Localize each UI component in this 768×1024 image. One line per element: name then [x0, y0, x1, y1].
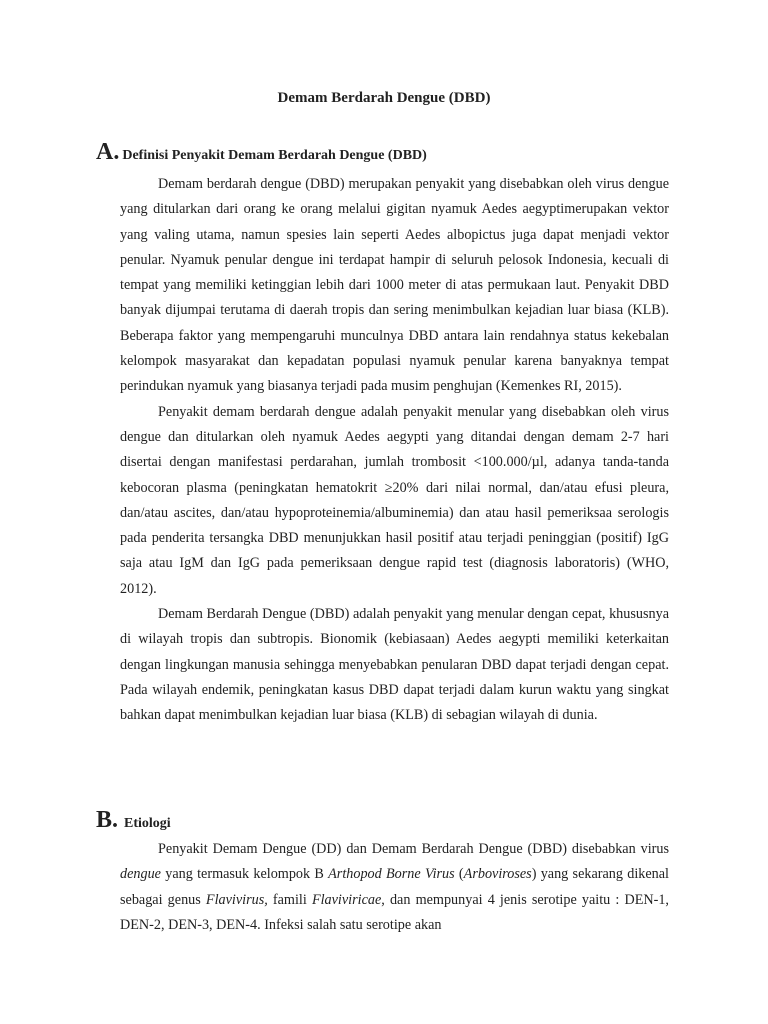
section-a-body [120, 172, 669, 729]
section-a-heading [96, 139, 427, 169]
text-run: , dan mempunyai 4 jenis serotipe yaitu : DEN-1, DEN-2, DEN-3, DEN-4. Infeksi salah satu serotipe akan [120, 891, 669, 933]
section-b-title: Etiologi [124, 816, 171, 831]
section-b-letter: B. [96, 807, 119, 833]
section-b-body [120, 837, 669, 938]
paragraph-etiology-1 [120, 837, 669, 938]
section-a-title: Definisi Penyakit Demam Berdarah Dengue (DBD) [122, 148, 427, 163]
italic-term-flavivirus: Flavivirus, [205, 891, 268, 908]
text-run: ( [454, 866, 464, 883]
paragraph-definition-2: Penyakit demam berdarah dengue adalah penyakit menular yang disebabkan oleh virus dengue dan ditularkan oleh nyamuk Aedes aegypti yang ditandai dengan demam 2-7 hari disertai dengan manifestasi perdarahan, jumlah trombosit <100.000/µl, adanya tanda-tanda kebocoran plasma (peningkatan hematokrit ≥20% dari nilai normal, dan/atau efusi pleura, dan/atau ascites, dan/atau hypoproteinemia/albuminemia) dan atau hasil pemeriksaa serologis pada penderita tersangka DBD menunjukkan hasil positif atau terjadi peninggian (positif) IgG saja atau IgM dan IgG pada pemeriksaan dengue rapid test (diagnosis laboratoris) (WHO, 2012). [120, 403, 669, 597]
text-run: yang termasuk kelompok B [160, 866, 329, 883]
section-b-heading [96, 807, 171, 837]
italic-term-dengue: dengue [120, 866, 161, 883]
text-run: Penyakit Demam Dengue (DD) dan Demam Berdarah Dengue (DBD) disebabkan virus [158, 841, 669, 857]
text-run: ) yang sekarang dikenal sebagai genus [120, 866, 669, 908]
paragraph-definition-3: Demam Berdarah Dengue (DBD) adalah penyakit yang menular dengan cepat, khususnya di wilayah tropis dan subtropis. Bionomik (kebiasaan) Aedes aegypti memiliki keterkaitan dengan lingkungan manusia sehingga menyebabkan penularan DBD dapat terjadi dengan cepat. Pada wilayah endemik, peningkatan kasus DBD dapat terjadi dalam kurun waktu yang singkat bahkan dapat menimbulkan kejadian luar biasa (KLB) di sebagian wilayah di dunia. [120, 606, 669, 724]
italic-term-arthopod: Arthopod Borne Virus [328, 866, 455, 883]
text-run: famili [267, 891, 312, 908]
document-title: Demam Berdarah Dengue (DBD) [277, 90, 491, 106]
paragraph-definition-1: Demam berdarah dengue (DBD) merupakan penyakit yang disebabkan oleh virus dengue yang ditularkan dari orang ke orang melalui gigitan nyamuk Aedes aegyptimerupakan vektor yang valing utama, namun spesies lain seperti Aedes albopictus juga dapat menjadi vektor penular. Nyamuk penular dengue ini terdapat hampir di seluruh pelosok Indonesia, kecuali di tempat yang memiliki ketinggian lebih dari 1000 meter di atas permukaan laut. Penyakit DBD banyak dijumpai terutama di daerah tropis dan sering menimbulkan kejadian luar biasa (KLB). Beberapa faktor yang mempengaruhi munculnya DBD antara lain rendahnya status kekebalan kelompok masyarakat dan kepadatan populasi nyamuk penular karena banyaknya tempat perindukan nyamuk yang biasanya terjadi pada musim penghujan (Kemenkes RI, 2015). [120, 176, 669, 395]
italic-term-flaviviricae: Flaviviricae [311, 891, 382, 908]
italic-term-arboviroses: Arboviroses [463, 866, 532, 883]
section-a-letter: A. [96, 139, 120, 165]
